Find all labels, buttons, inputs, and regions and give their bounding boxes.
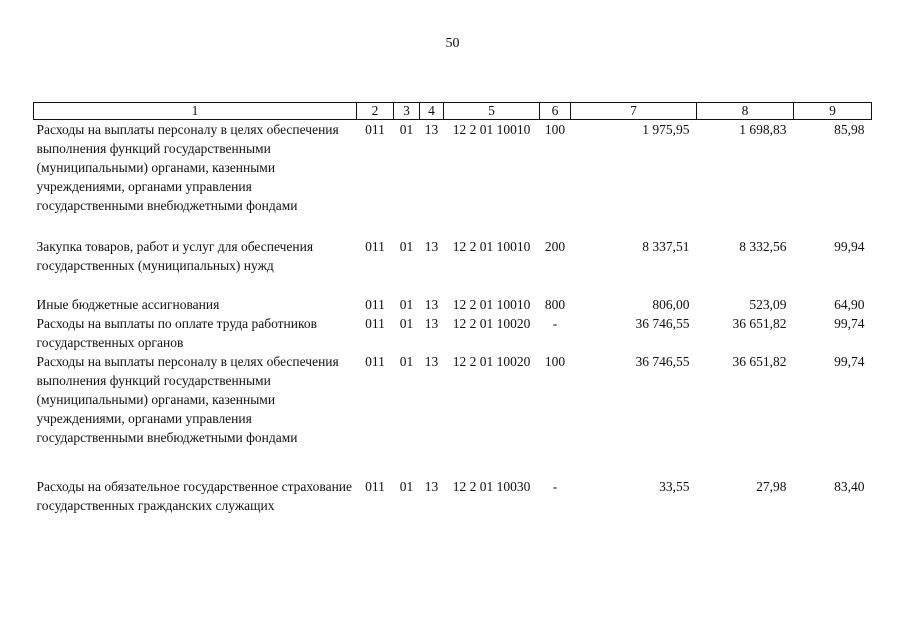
row-code-target: 12 2 01 10030 [452,479,531,494]
col-header-7: 7 [571,103,697,120]
row-name: Иные бюджетные ассигнования [36,297,220,312]
budget-table [33,102,872,515]
row-value-actual: 1 698,83 [739,122,787,137]
col-header-3: 3 [394,103,420,120]
row-value-planned: 36 746,55 [635,354,690,369]
row-code-section: 01 [399,354,414,369]
col-header-8: 8 [697,103,794,120]
row-code-subsection: 13 [424,297,439,312]
row-code-subsection: 13 [424,239,439,254]
col-header-4: 4 [420,103,444,120]
row-code-target: 12 2 01 10020 [452,316,531,331]
row-value-actual: 36 651,82 [732,354,787,369]
table-row [34,352,872,447]
table-row [34,477,872,515]
row-spacer [34,275,872,295]
table-header [34,103,872,120]
col-header-2: 2 [357,103,394,120]
row-code-type: - [552,479,558,494]
row-name: Закупка товаров, работ и услуг для обеспечения государственных (муниципальных) нужд [36,239,314,273]
row-name: Расходы на обязательное государственное страхование государственных гражданских служащих [36,479,353,513]
col-header-9: 9 [794,103,872,120]
row-code-chapter: 011 [365,297,385,312]
row-code-type: 800 [544,297,566,312]
row-value-percent: 83,40 [834,479,865,494]
row-value-percent: 99,94 [834,239,865,254]
col-header-5: 5 [444,103,540,120]
row-code-type: 100 [544,354,566,369]
table-row [34,295,872,314]
row-value-actual: 27,98 [756,479,787,494]
row-code-section: 01 [399,297,414,312]
row-code-subsection: 13 [424,316,439,331]
page-number: 50 [445,36,460,51]
row-value-percent: 85,98 [834,122,865,137]
row-code-section: 01 [399,122,414,137]
row-code-chapter: 011 [365,479,385,494]
row-code-chapter: 011 [365,122,385,137]
table-row [34,314,872,352]
row-value-planned: 806,00 [652,297,690,312]
row-code-subsection: 13 [424,354,439,369]
row-value-planned: 36 746,55 [635,316,690,331]
row-value-actual: 36 651,82 [732,316,787,331]
row-value-percent: 64,90 [834,297,865,312]
row-code-target: 12 2 01 10020 [452,354,531,369]
row-code-section: 01 [399,316,414,331]
row-code-target: 12 2 01 10010 [452,239,531,254]
table-body [34,120,872,516]
row-code-chapter: 011 [365,354,385,369]
row-code-chapter: 011 [365,239,385,254]
row-value-planned: 8 337,51 [642,239,690,254]
row-value-percent: 99,74 [834,316,865,331]
header-row [34,103,872,120]
row-code-target: 12 2 01 10010 [452,122,531,137]
row-spacer [34,215,872,237]
row-spacer [34,447,872,477]
table-row [34,237,872,275]
row-code-chapter: 011 [365,316,385,331]
col-header-6: 6 [540,103,571,120]
row-value-actual: 8 332,56 [739,239,787,254]
row-code-section: 01 [399,479,414,494]
col-header-1: 1 [34,103,357,120]
row-code-subsection: 13 [424,122,439,137]
row-name: Расходы на выплаты персоналу в целях обеспечения выполнения функций государственными (муниципальными) органами, казенными учреждениями, органами управления государственными внебюджетными фондами [36,354,339,445]
row-code-type: 200 [544,239,566,254]
row-code-section: 01 [399,239,414,254]
row-code-subsection: 13 [424,479,439,494]
row-value-percent: 99,74 [834,354,865,369]
row-code-type: 100 [544,122,566,137]
row-value-actual: 523,09 [749,297,787,312]
table-row [34,120,872,216]
row-value-planned: 1 975,95 [642,122,690,137]
row-value-planned: 33,55 [659,479,690,494]
row-name: Расходы на выплаты персоналу в целях обеспечения выполнения функций государственными (муниципальными) органами, казенными учреждениями, органами управления государственными внебюджетными фондами [36,122,339,213]
row-code-type: - [552,316,558,331]
row-name: Расходы на выплаты по оплате труда работников государственных органов [36,316,317,350]
row-code-target: 12 2 01 10010 [452,297,531,312]
